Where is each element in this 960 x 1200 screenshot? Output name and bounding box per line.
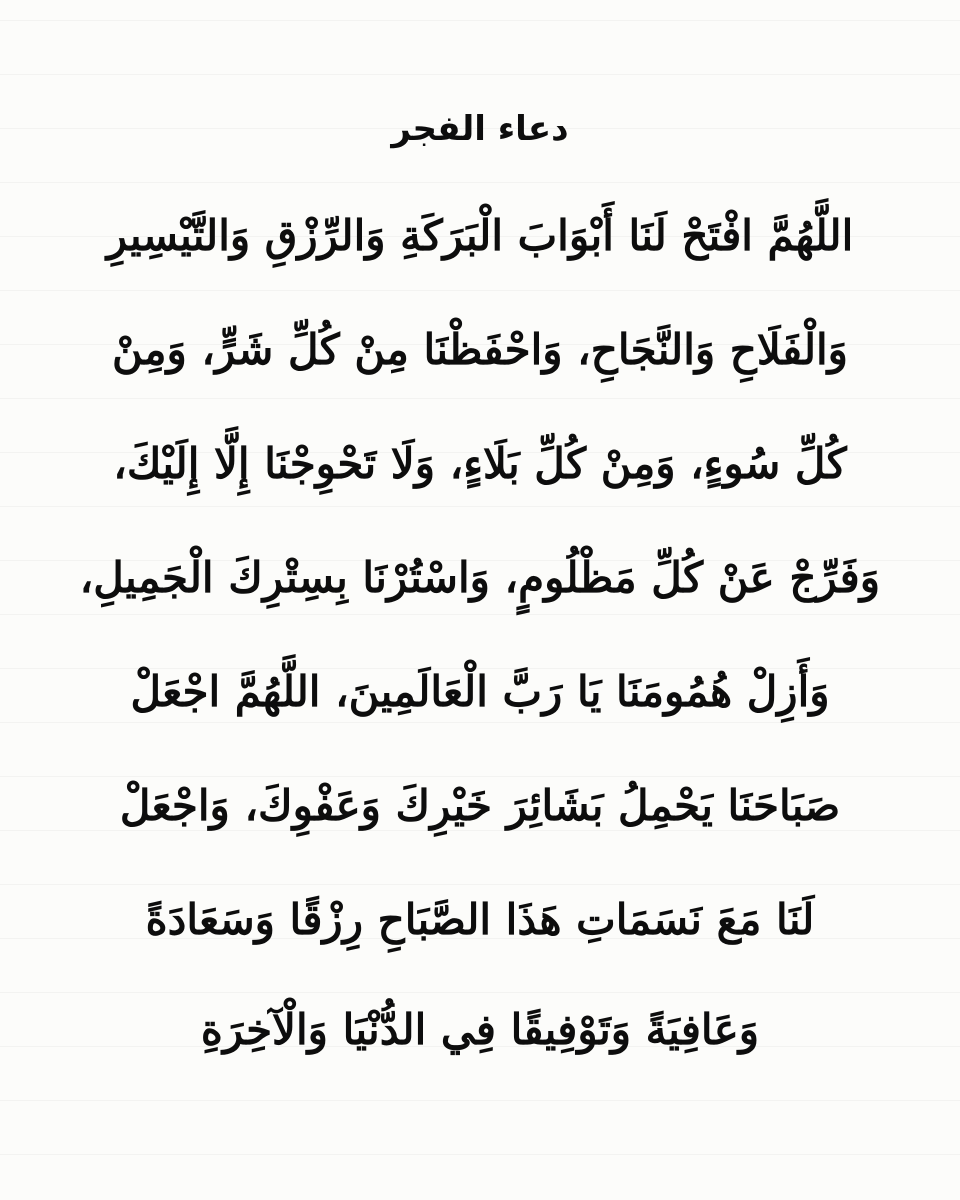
prayer-line-2: وَالْفَلَاحِ وَالنَّجَاحِ، وَاحْفَظْنَا مِنْ كُلِّ شَرٍّ، وَمِنْ (112, 325, 848, 374)
document-title: دعاء الفجر (391, 109, 569, 149)
prayer-line-3: كُلِّ سُوءٍ، وَمِنْ كُلِّ بَلَاءٍ، وَلَا تَحْوِجْنَا إِلَّا إِلَيْكَ، (113, 439, 847, 488)
prayer-line-8: وَعَافِيَةً وَتَوْفِيقًا فِي الدُّنْيَا وَالْآخِرَةِ (200, 1005, 760, 1054)
prayer-line-1: اللَّهُمَّ افْتَحْ لَنَا أَبْوَابَ الْبَرَكَةِ وَالرِّزْقِ وَالتَّيْسِيرِ (106, 211, 854, 260)
prayer-line-6: صَبَاحَنَا يَحْمِلُ بَشَائِرَ خَيْرِكَ وَعَفْوِكَ، وَاجْعَلْ (119, 781, 841, 830)
prayer-line-5: وَأَزِلْ هُمُومَنَا يَا رَبَّ الْعَالَمِينَ، اللَّهُمَّ اجْعَلْ (130, 667, 830, 716)
prayer-line-4: وَفَرِّجْ عَنْ كُلِّ مَظْلُومٍ، وَاسْتُرْنَا بِسِتْرِكَ الْجَمِيلِ، (79, 553, 880, 602)
prayer-line-7: لَنَا مَعَ نَسَمَاتِ هَذَا الصَّبَاحِ رِزْقًا وَسَعَادَةً (145, 895, 815, 944)
